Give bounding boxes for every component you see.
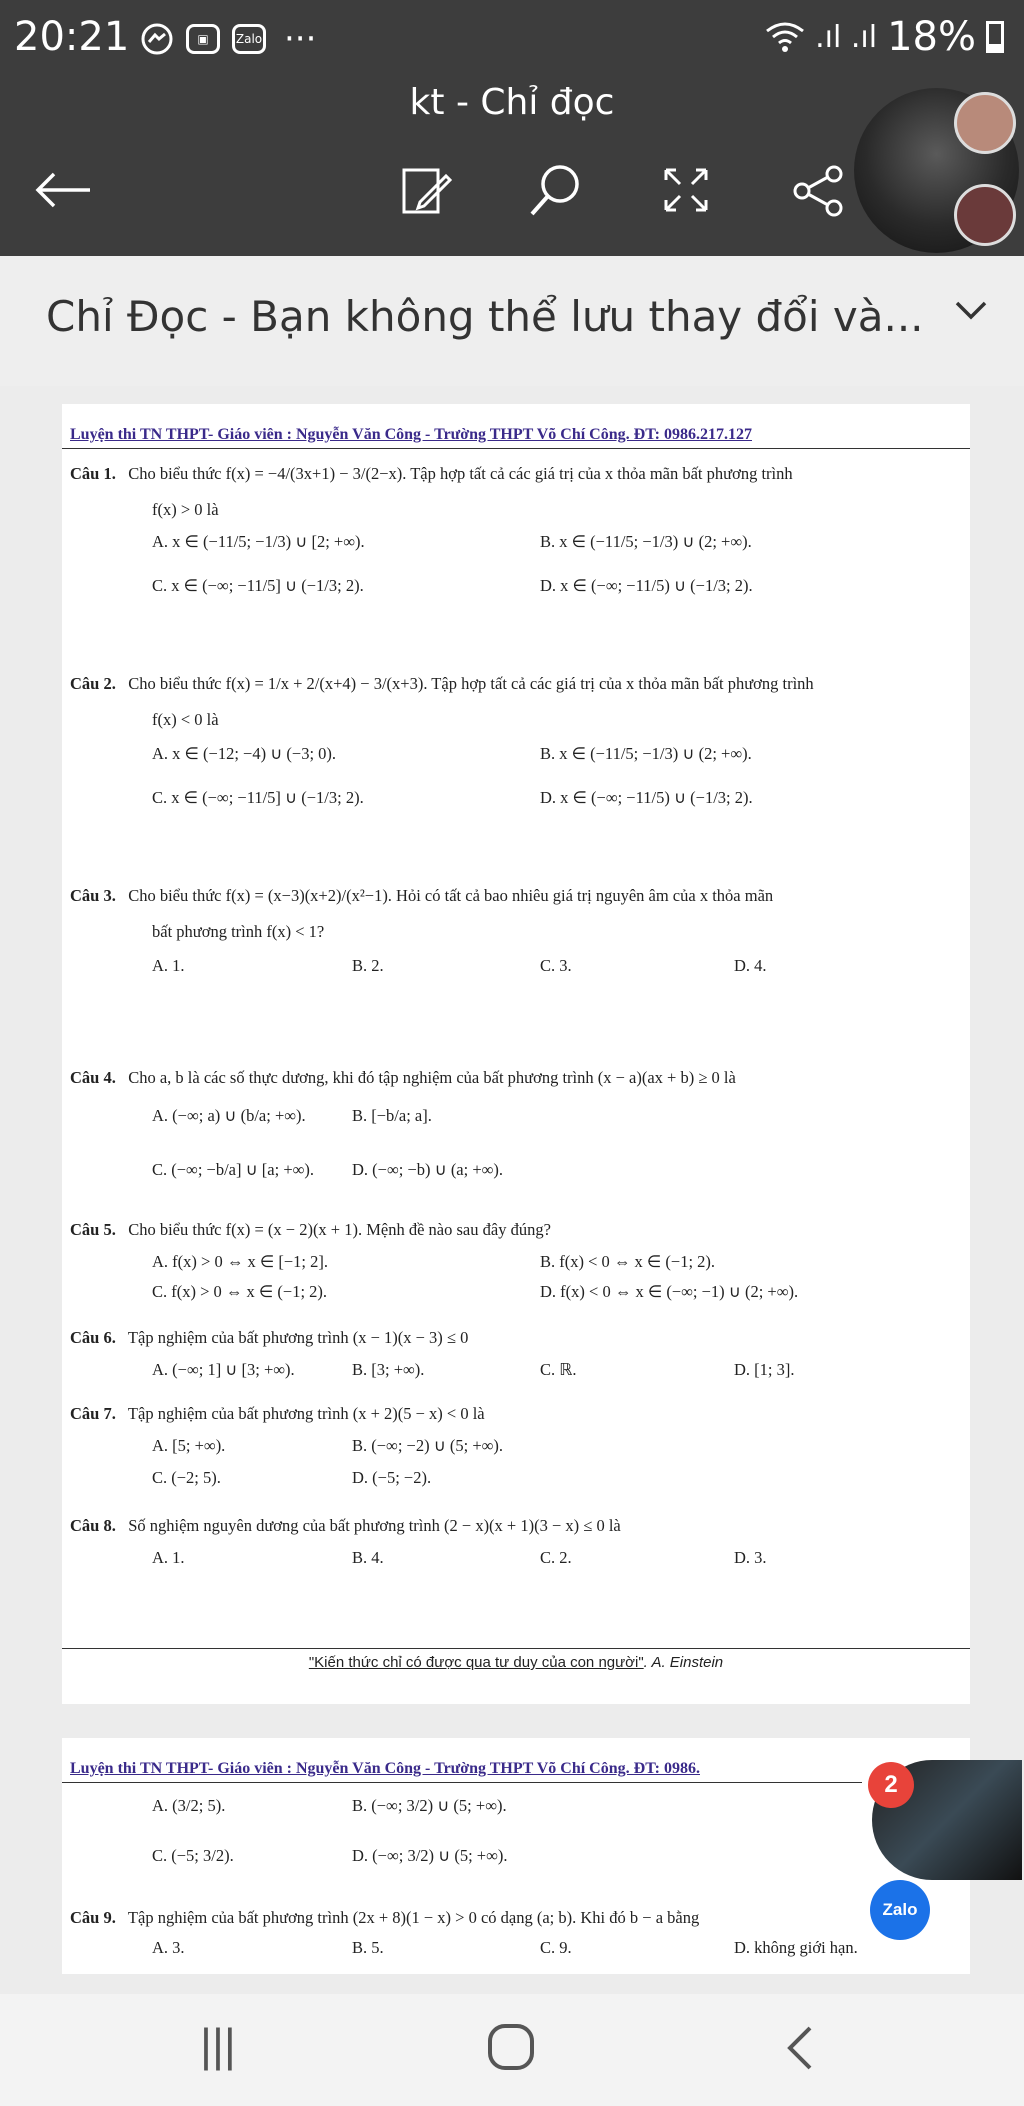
answer-b: B. 2.: [352, 956, 384, 975]
answer-b: B. x ∈ (−11/5; −1/3) ∪ (2; +∞).: [540, 744, 752, 763]
answer-d: D. (−5; −2).: [352, 1468, 432, 1487]
unread-badge: 2: [868, 1762, 914, 1808]
page-header: Luyện thi TN THPT- Giáo viên : Nguyễn Văn Công - Trường THPT Võ Chí Công. ĐT: 0986.: [70, 1760, 700, 1777]
answer-a: A. 3.: [152, 1938, 185, 1957]
question-number: Câu 8.: [70, 1516, 116, 1535]
document-page-2: [62, 1738, 970, 1974]
answer-a: A. x ∈ (−11/5; −1/3) ∪ [2; +∞).: [152, 532, 365, 551]
answer-c: C. (−5; 3/2).: [152, 1846, 234, 1865]
footer-divider: [62, 1648, 970, 1649]
question-text: Cho a, b là các số thực dương, khi đó tập nghiệm của bất phương trình (x − a)(ax + b) ≥ 0 là: [128, 1068, 736, 1087]
wifi-icon: [765, 21, 805, 53]
more-notifications-icon: ···: [284, 19, 317, 59]
page-header: Luyện thi TN THPT- Giáo viên : Nguyễn Văn Công - Trường THPT Võ Chí Công. ĐT: 0986.217.127: [70, 426, 752, 443]
question-number: Câu 3.: [70, 886, 116, 905]
answer-c: C. 2.: [540, 1548, 572, 1567]
question-2: [70, 674, 814, 694]
footer-quote: [62, 1654, 970, 1671]
answer-c: C. 3.: [540, 956, 572, 975]
answer-d: D. (−∞; −b) ∪ (a; +∞).: [352, 1160, 504, 1179]
zalo-status-icon: Zalo: [232, 24, 266, 54]
answer-a: A. (3/2; 5).: [152, 1796, 226, 1815]
answer-c: C. ℝ.: [540, 1360, 577, 1379]
answer-a: A. x ∈ (−12; −4) ∪ (−3; 0).: [152, 744, 337, 763]
question-4: [70, 1068, 736, 1088]
question-8: [70, 1516, 621, 1536]
answer-c: C. (−2; 5).: [152, 1468, 221, 1487]
document-title: kt - Chỉ đọc: [409, 82, 615, 123]
question-text: Tập nghiệm của bất phương trình (x + 2)(5 − x) < 0 là: [127, 1404, 485, 1423]
question-text: Số nghiệm nguyên dương của bất phương trình (2 − x)(x + 1)(3 − x) ≤ 0 là: [128, 1516, 621, 1535]
question-text: Cho biểu thức f(x) = 1/x + 2/(x+4) − 3/(x+3). Tập hợp tất cả các giá trị của x thỏa mãn bất phương trình: [128, 674, 814, 693]
question-text-cont: f(x) < 0 là: [152, 710, 219, 729]
read-only-message: Chỉ Đọc - Bạn không thể lưu thay đổi và...: [46, 292, 924, 341]
document-page: [62, 404, 970, 1704]
answer-b: B. x ∈ (−11/5; −1/3) ∪ (2; +∞).: [540, 532, 752, 551]
read-only-banner[interactable]: [0, 256, 1024, 386]
search-icon[interactable]: [528, 162, 584, 218]
answer-a: A. 1.: [152, 1548, 185, 1567]
answer-d: D. 4.: [734, 956, 767, 975]
status-time: 20:21: [14, 14, 130, 60]
header-divider: [62, 1782, 862, 1783]
avatar-small[interactable]: [954, 92, 1016, 154]
answer-d: D. [1; 3].: [734, 1360, 795, 1379]
question-1: [70, 464, 793, 484]
back-button[interactable]: [784, 2024, 814, 2072]
question-text: Tập nghiệm của bất phương trình (x − 1)(x − 3) ≤ 0: [127, 1328, 469, 1347]
answer-d: D. x ∈ (−∞; −11/5) ∪ (−1/3; 2).: [540, 576, 753, 595]
status-right: [765, 14, 1004, 60]
chat-avatars[interactable]: [854, 78, 1024, 256]
answer-c: C. (−∞; −b/a] ∪ [a; +∞).: [152, 1160, 315, 1179]
answer-c: C. x ∈ (−∞; −11/5] ∪ (−1/3; 2).: [152, 788, 364, 807]
question-text: Cho biểu thức f(x) = −4/(3x+1) − 3/(2−x). Tập hợp tất cả các giá trị của x thỏa mãn bất phương trình: [128, 464, 793, 483]
question-7: [70, 1404, 485, 1424]
answer-b: B. (−∞; −2) ∪ (5; +∞).: [352, 1436, 504, 1455]
question-number: Câu 7.: [70, 1404, 116, 1423]
zalo-button[interactable]: Zalo: [870, 1880, 930, 1940]
status-bar: [0, 0, 1024, 78]
answer-b: B. [−b/a; a].: [352, 1106, 432, 1125]
answer-b: B. 5.: [352, 1938, 384, 1957]
home-button[interactable]: [486, 2022, 536, 2072]
answer-b: B. f(x) < 0 ⇔ x ∈ (−1; 2).: [540, 1252, 716, 1271]
answer-d: D. x ∈ (−∞; −11/5) ∪ (−1/3; 2).: [540, 788, 753, 807]
share-icon[interactable]: [792, 164, 846, 218]
answer-a: A. (−∞; a) ∪ (b/a; +∞).: [152, 1106, 306, 1125]
answer-d: D. không giới hạn.: [734, 1938, 858, 1957]
signal-icon: .ıl .ıl: [815, 19, 878, 55]
question-number: Câu 4.: [70, 1068, 116, 1087]
question-text: Cho biểu thức f(x) = (x − 2)(x + 1). Mệnh đề nào sau đây đúng?: [128, 1220, 551, 1239]
quote-text: "Kiến thức chỉ có được qua tư duy của con người": [308, 1654, 644, 1671]
question-text: Cho biểu thức f(x) = (x−3)(x+2)/(x²−1). Hỏi có tất cả bao nhiêu giá trị nguyên âm của x thỏa mãn: [128, 886, 774, 905]
header-divider: [62, 448, 970, 449]
gallery-icon: ▣: [186, 24, 220, 54]
answer-b: B. [3; +∞).: [352, 1360, 425, 1379]
answer-d: D. 3.: [734, 1548, 767, 1567]
chevron-down-icon[interactable]: [954, 300, 988, 322]
question-9: [70, 1908, 699, 1928]
fullscreen-icon[interactable]: [662, 166, 710, 214]
avatar-small[interactable]: [954, 184, 1016, 246]
question-text: Tập nghiệm của bất phương trình (2x + 8)(1 − x) > 0 có dạng (a; b). Khi đó b − a bằng: [127, 1908, 700, 1927]
notification-icons: [140, 19, 317, 59]
question-number: Câu 9.: [70, 1908, 116, 1927]
answer-c: C. x ∈ (−∞; −11/5] ∪ (−1/3; 2).: [152, 576, 364, 595]
question-text-cont: bất phương trình f(x) < 1?: [152, 922, 325, 941]
question-text-cont: f(x) > 0 là: [152, 500, 219, 519]
question-3: [70, 886, 773, 906]
navigation-bar: [0, 1994, 1024, 2106]
answer-a: A. 1.: [152, 956, 185, 975]
answer-b: B. 4.: [352, 1548, 384, 1567]
question-5: [70, 1220, 551, 1240]
answer-b: B. (−∞; 3/2) ∪ (5; +∞).: [352, 1796, 507, 1815]
question-number: Câu 5.: [70, 1220, 116, 1239]
battery-icon: [986, 21, 1004, 53]
question-number: Câu 6.: [70, 1328, 116, 1347]
answer-a: A. (−∞; 1] ∪ [3; +∞).: [152, 1360, 295, 1379]
back-arrow-icon[interactable]: [34, 170, 92, 210]
messenger-icon: [140, 22, 174, 56]
battery-percent: 18%: [887, 14, 976, 60]
answer-c: C. f(x) > 0 ⇔ x ∈ (−1; 2).: [152, 1282, 328, 1301]
answer-c: C. 9.: [540, 1938, 572, 1957]
answer-a: A. f(x) > 0 ⇔ x ∈ [−1; 2].: [152, 1252, 328, 1271]
question-number: Câu 2.: [70, 674, 116, 693]
answer-a: A. [5; +∞).: [152, 1436, 226, 1455]
question-number: Câu 1.: [70, 464, 116, 483]
question-6: [70, 1328, 468, 1348]
edit-icon[interactable]: [400, 164, 452, 216]
answer-d: D. (−∞; 3/2) ∪ (5; +∞).: [352, 1846, 508, 1865]
answer-d: D. f(x) < 0 ⇔ x ∈ (−∞; −1) ∪ (2; +∞).: [540, 1282, 799, 1301]
app-bar: [0, 78, 1024, 256]
quote-author: . A. Einstein: [643, 1654, 724, 1671]
recents-button[interactable]: |||: [200, 2019, 236, 2071]
